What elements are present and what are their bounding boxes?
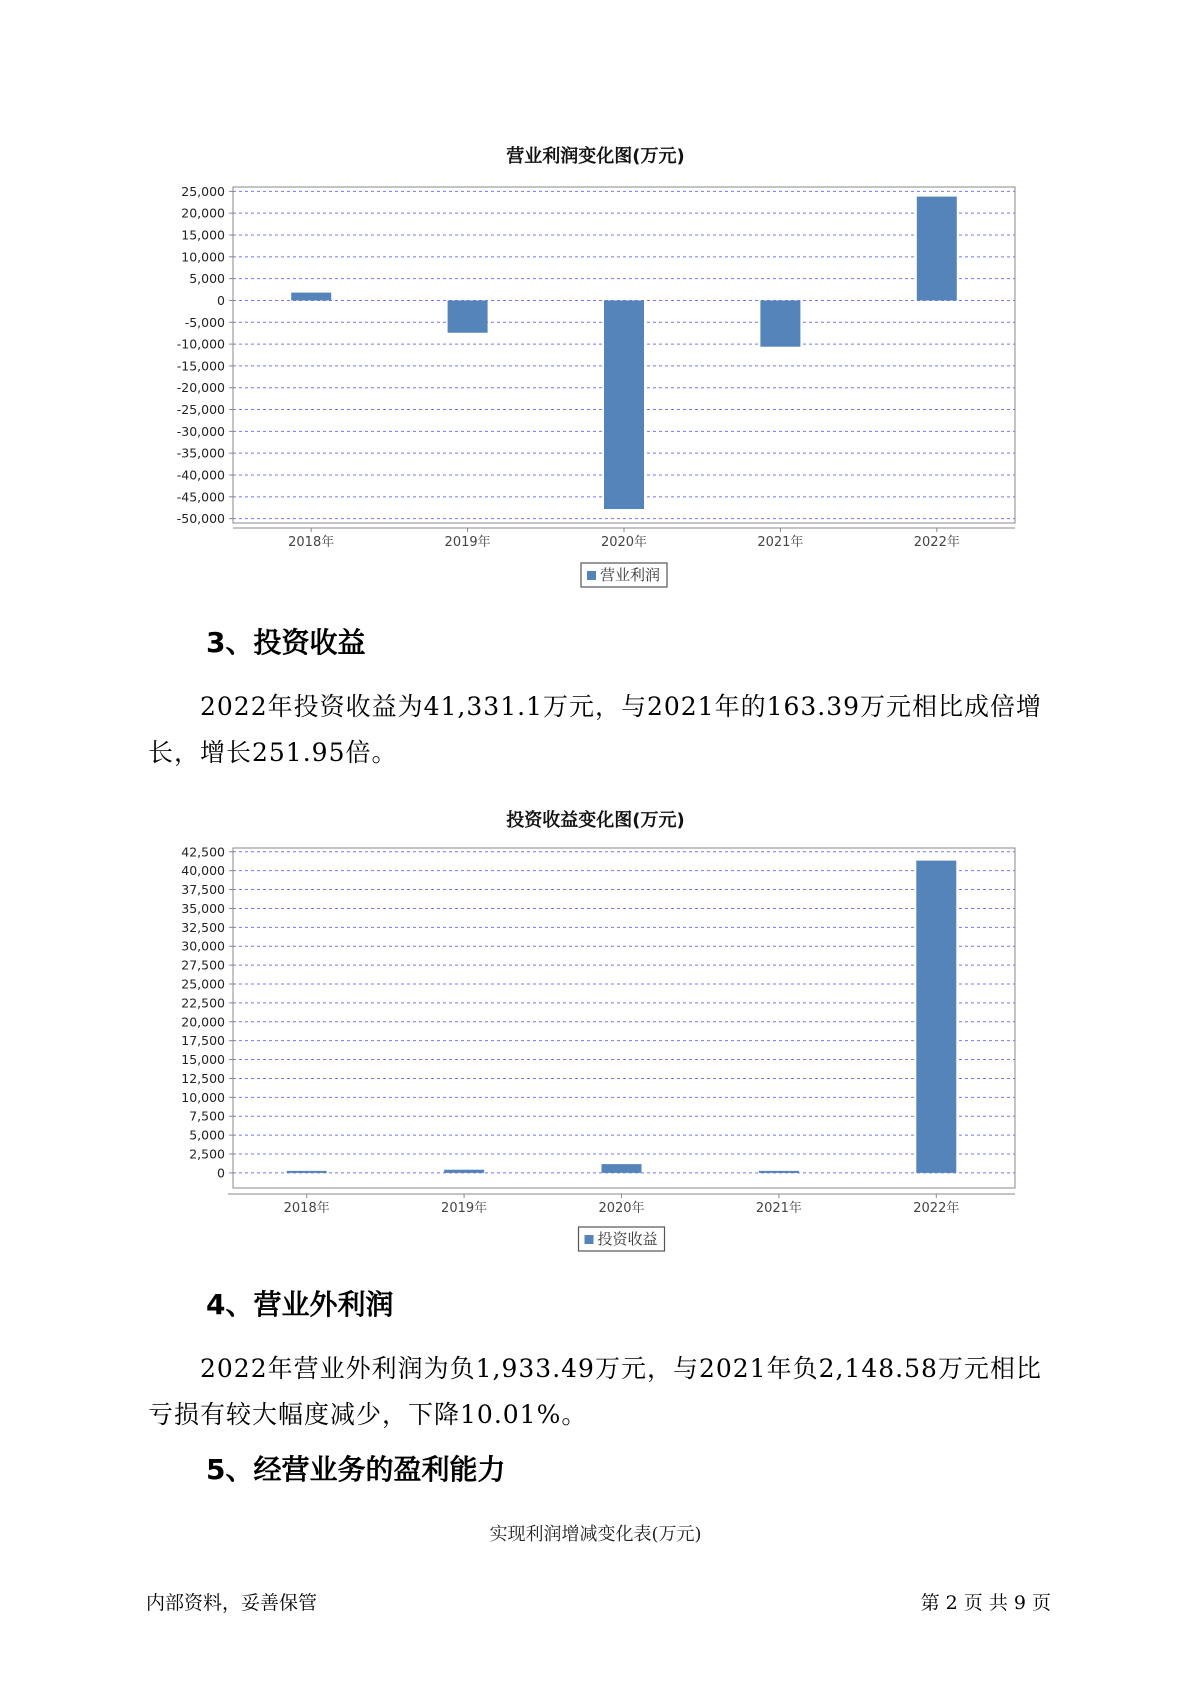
bar [917,197,957,301]
y-tick-label: 0 [217,292,225,308]
y-tick-label: 22,500 [181,995,225,1011]
bar [916,861,956,1173]
y-tick-label: -40,000 [176,467,225,483]
y-tick-label: 5,000 [189,271,225,287]
y-tick-label: 40,000 [181,863,225,879]
x-tick-label: 2018年 [288,535,335,550]
x-tick-label: 2021年 [755,1201,802,1216]
y-tick-label: 42,500 [181,844,225,860]
y-tick-label: -30,000 [176,423,225,439]
y-tick-label: 2,500 [189,1146,225,1162]
y-tick-label: -50,000 [176,511,225,527]
y-tick-label: 32,500 [181,919,225,935]
y-tick-label: 25,000 [181,183,225,199]
bar [444,1170,484,1173]
y-tick-label: -25,000 [176,402,225,418]
investment-income-chart [0,840,1191,1260]
x-tick-label: 2021年 [757,535,804,550]
chart1-title: 营业利润变化图(万元) [506,146,685,167]
bar [291,293,331,301]
x-tick-label: 2019年 [441,1201,488,1216]
y-tick-label: 25,000 [181,976,225,992]
y-tick-label: 37,500 [181,882,225,898]
chart2-title: 投资收益变化图(万元) [506,810,685,831]
bar [604,300,644,509]
section3-line2: 长，增长251.95倍。 [148,738,398,767]
x-tick-label: 2022年 [913,535,960,550]
y-tick-label: 35,000 [181,900,225,916]
section4-heading: 4、营业外利润 [206,1288,394,1321]
y-tick-label: 10,000 [181,1089,225,1105]
x-tick-label: 2019年 [444,535,491,550]
y-tick-label: 30,000 [181,938,225,954]
y-tick-label: 15,000 [181,227,225,243]
y-tick-label: 27,500 [181,957,225,973]
section4-paragraph [148,1346,1048,1438]
x-tick-label: 2020年 [600,535,648,550]
bar [760,300,800,346]
bar [448,300,488,332]
plot-frame [233,848,1015,1188]
section3-heading: 3、投资收益 [206,626,366,659]
y-tick-label: 10,000 [181,249,225,265]
x-tick-label: 2018年 [283,1201,330,1216]
legend-label: 营业利润 [600,566,661,584]
y-tick-label: 12,500 [181,1070,225,1086]
section5-heading: 5、经营业务的盈利能力 [206,1453,506,1486]
y-tick-label: -35,000 [176,445,225,461]
y-tick-label: 20,000 [181,205,225,221]
legend [579,1227,665,1251]
bar [759,1171,799,1173]
legend [581,563,667,587]
y-tick-label: 0 [217,1165,225,1181]
operating-profit-chart [0,180,1191,630]
y-tick-label: -45,000 [176,489,225,505]
x-tick-label: 2020年 [598,1201,645,1216]
y-tick-label: -10,000 [176,336,225,352]
bar [602,1164,642,1173]
y-tick-label: 15,000 [181,1052,225,1068]
y-tick-label: 5,000 [189,1127,225,1143]
legend-swatch [585,1235,594,1244]
section3-paragraph [148,684,1048,776]
footer-confidential: 内部资料，妥善保管 [146,1592,318,1614]
y-tick-label: -5,000 [184,314,225,330]
footer-page-number: 第 2 页 共 9 页 [920,1592,1051,1614]
y-tick-label: -20,000 [176,380,225,396]
x-tick-label: 2022年 [913,1201,960,1216]
table-caption: 实现利润增减变化表(万元) [489,1524,702,1545]
y-tick-label: 20,000 [181,1014,225,1030]
legend-swatch [587,571,596,580]
legend-label: 投资收益 [597,1230,658,1248]
bar [287,1171,327,1173]
y-tick-label: 7,500 [189,1108,225,1124]
section4-line2: 亏损有较大幅度减少，下降10.01%。 [148,1400,588,1429]
y-tick-label: -15,000 [176,358,225,374]
section3-line1: 2022年投资收益为41,331.1万元，与2021年的163.39万元相比成倍增 [200,692,1043,721]
y-tick-label: 17,500 [181,1033,225,1049]
section4-line1: 2022年营业外利润为负1,933.49万元，与2021年负2,148.58万元相比 [200,1354,1042,1383]
